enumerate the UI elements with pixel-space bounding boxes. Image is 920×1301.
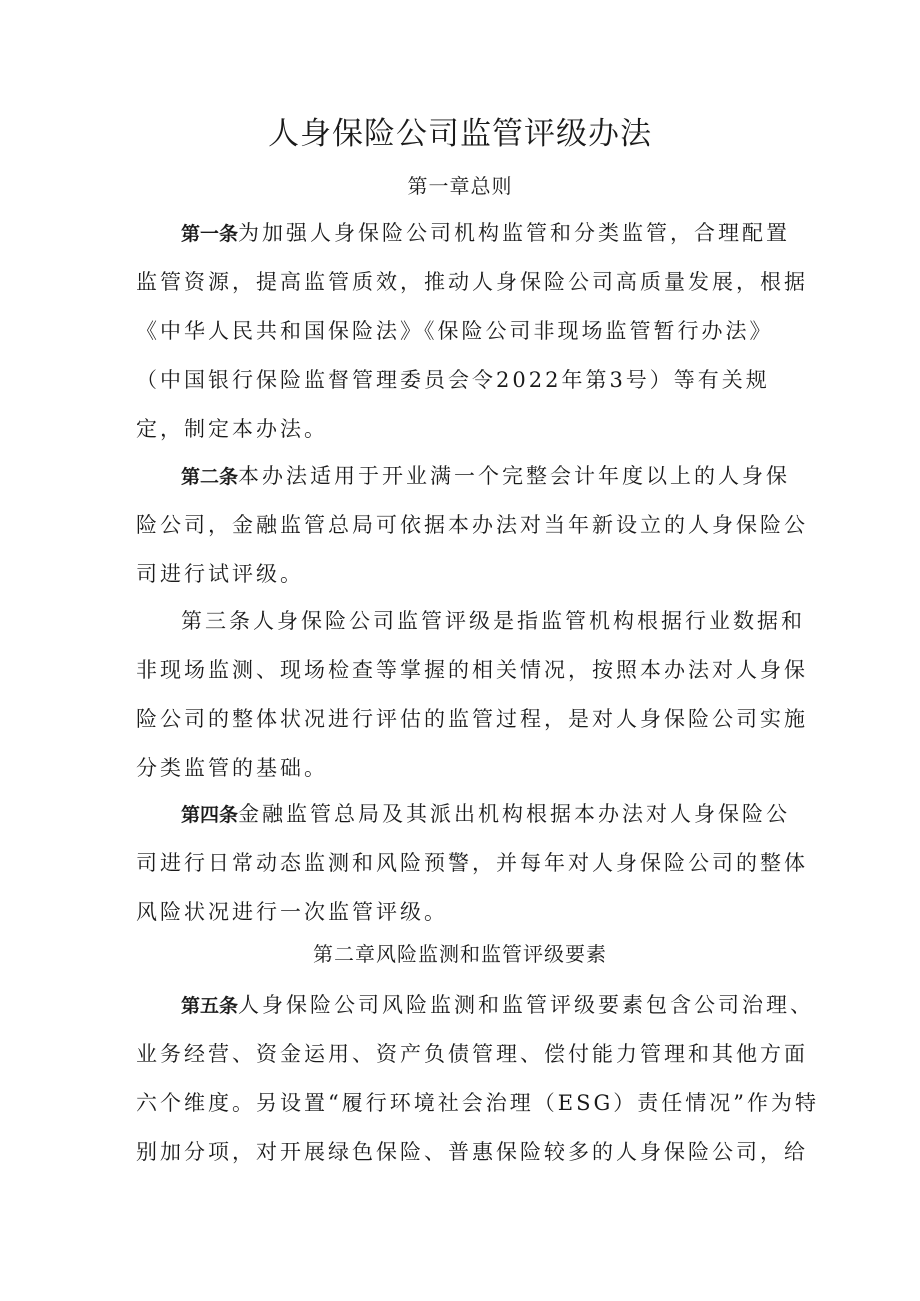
- chapter-heading: 第一章总则: [407, 174, 513, 198]
- chapter-heading: 第二章风险监测和监管评级要素: [313, 942, 607, 966]
- article-label: 第四条: [181, 804, 239, 826]
- article-2-line-2: 险公司，金融监管总局可依据本办法对当年新设立的人身保险公: [136, 513, 808, 537]
- article-1-line-5: 定，制定本办法。: [136, 417, 328, 441]
- article-1-line-3: 《中华人民共和国保险法》《保险公司非现场监管暂行办法》: [136, 319, 774, 343]
- article-4-line-1: 第四条金融监管总局及其派出机构根据本办法对人身保险公: [181, 802, 791, 826]
- article-3-line-4: 分类监管的基础。: [136, 756, 328, 780]
- article-1-line-2: 监管资源，提高监管质效，推动人身保险公司高质量发展，根据: [136, 270, 808, 294]
- article-5-line-4: 别加分项，对开展绿色保险、普惠保险较多的人身保险公司，给: [136, 1140, 808, 1164]
- article-label: 第一条: [181, 223, 239, 245]
- article-1-line-1: 第一条为加强人身保险公司机构监管和分类监管，合理配置: [181, 221, 791, 245]
- article-label: 第二条: [181, 466, 239, 488]
- article-2-line-3: 司进行试评级。: [136, 562, 304, 586]
- article-2-line-1: 第二条本办法适用于开业满一个完整会计年度以上的人身保: [181, 464, 791, 488]
- article-4-line-2: 司进行日常动态监测和风险预警，并每年对人身保险公司的整体: [136, 851, 808, 875]
- article-1-line-4: （中国银行保险监督管理委员会令2022年第3号）等有关规: [136, 368, 770, 392]
- article-5-line-3: 六个维度。另设置“履行环境社会治理（ESG）责任情况”作为特: [136, 1091, 819, 1115]
- article-5-line-1: 第五条人身保险公司风险监测和监管评级要素包含公司治理、: [181, 993, 815, 1017]
- article-5-line-2: 业务经营、资金运用、资产负债管理、偿付能力管理和其他方面: [136, 1042, 808, 1066]
- document-title: 人身保险公司监管评级办法: [268, 116, 652, 152]
- article-4-line-3: 风险状况进行一次监管评级。: [136, 900, 448, 924]
- article-label: 第五条: [181, 995, 239, 1017]
- article-3-line-2: 非现场监测、现场检查等掌握的相关情况，按照本办法对人身保: [136, 658, 808, 682]
- article-3-line-1: 第三条人身保险公司监管评级是指监管机构根据行业数据和: [181, 609, 805, 633]
- article-3-line-3: 险公司的整体状况进行评估的监管过程，是对人身保险公司实施: [136, 707, 808, 731]
